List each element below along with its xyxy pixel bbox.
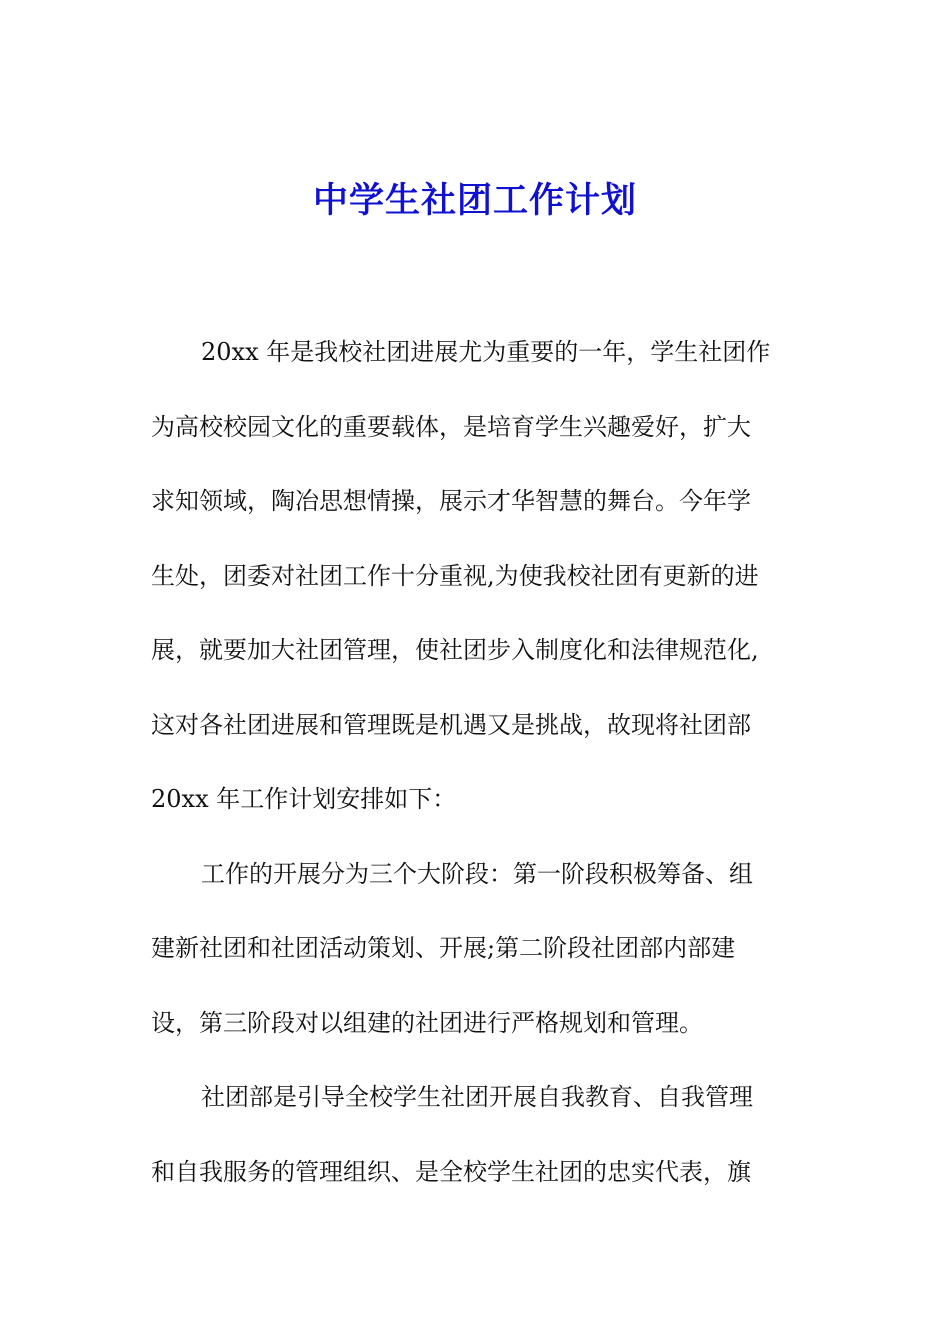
paragraph-1-line-4: 生处，团委对社团工作十分重视,为使我校社团有更新的进: [151, 561, 759, 590]
paragraph-2-line-3: 设，第三阶段对以组建的社团进行严格规划和管理。: [151, 1008, 703, 1037]
paragraph-1-line-7: 20xx 年工作计划安排如下：: [151, 785, 457, 813]
paragraph-2-line-2: 建新社团和社团活动策划、开展;第二阶段社团部内部建: [151, 934, 736, 962]
document-body: [151, 334, 803, 1228]
paragraph-3-line-2: 和自我服务的管理组织、是全校学生社团的忠实代表，旗: [151, 1157, 751, 1186]
paragraph-1-line-1: 20xx 年是我校社团进展尤为重要的一年，学生社团作: [201, 338, 771, 366]
paragraph-1-line-5: 展，就要加大社团管理，使社团步入制度化和法律规范化,: [151, 636, 759, 664]
paragraph-3-line-1: 社团部是引导全校学生社团开展自我教育、自我管理: [201, 1083, 753, 1111]
paragraph-2-line-1: 工作的开展分为三个大阶段：第一阶段积极筹备、组: [201, 859, 753, 888]
paragraph-1-line-3: 求知领域，陶冶思想情操，展示才华智慧的舞台。今年学: [151, 487, 751, 515]
paragraph-1-line-6: 这对各社团进展和管理既是机遇又是挑战，故现将社团部: [151, 710, 751, 739]
paragraph-1-line-2: 为高校校园文化的重要载体，是培育学生兴趣爱好，扩大: [151, 412, 751, 441]
document-title: 中学生社团工作计划: [312, 180, 637, 221]
